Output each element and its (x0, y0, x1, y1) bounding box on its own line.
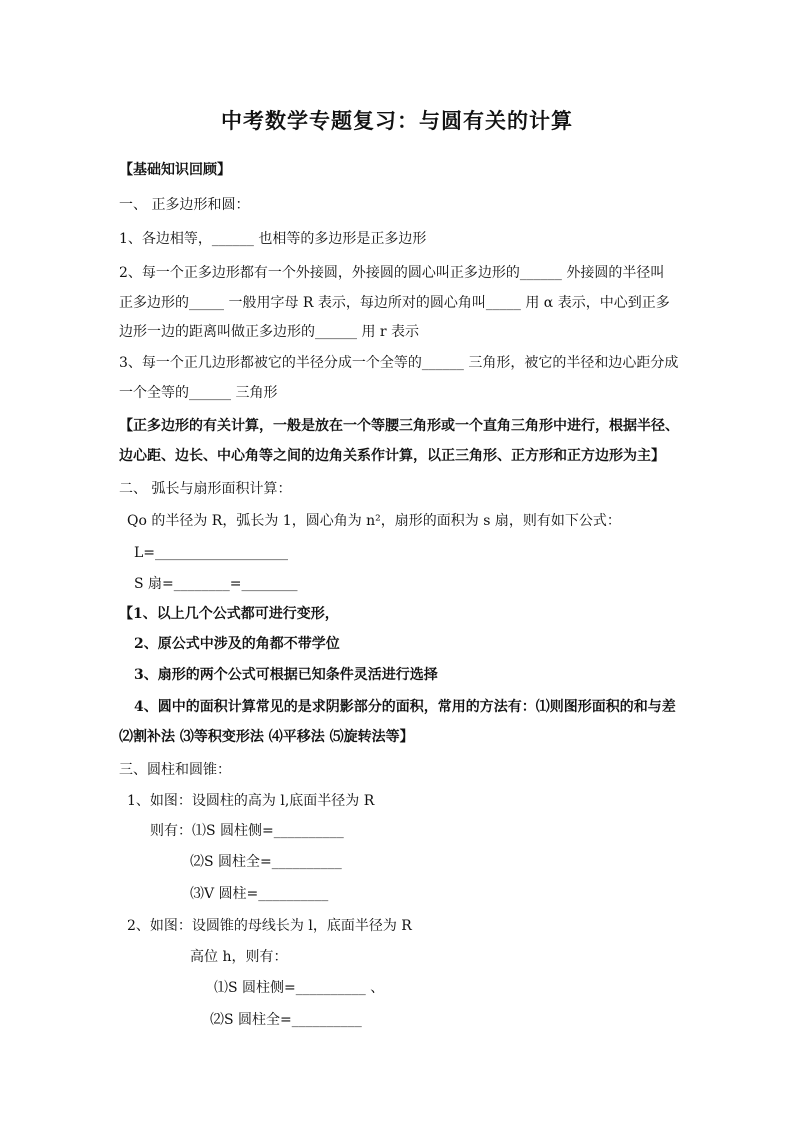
text-line: 3、每一个正几边形都被它的半径分成一个全等的______ 三角形，被它的半径和边心距分成 (119, 355, 679, 371)
formula-line: ⑴S 圆柱侧=__________ 、 (214, 980, 385, 996)
text-line: 边形一边的距离叫做正多边形的______ 用 r 表示 (119, 324, 420, 340)
text-line: 1、各边相等，______ 也相等的多边形是正多边形 (119, 231, 427, 247)
heading-cylinder-cone: 三、圆柱和圆锥： (119, 762, 231, 778)
formula-line: S 扇=________=________ (134, 576, 298, 592)
formula-line: ⑵S 圆柱全=__________ (190, 854, 342, 870)
text-line: Qo 的半径为 R，弧长为 1，圆心角为 n²，扇形的面积为 s 扇，则有如下公式： (127, 513, 621, 529)
text-line: 一个全等的______ 三角形 (119, 385, 278, 401)
note-line: 4、圆中的面积计算常见的是求阴影部分的面积，常用的方法有：⑴则图形面积的和与差 (134, 699, 676, 715)
text-line: 1、如图：设圆柱的高为 l,底面半径为 R (127, 793, 375, 809)
formula-line: L=___________________ (134, 545, 289, 561)
note-line: 2、原公式中涉及的角都不带学位 (134, 636, 340, 652)
heading-arc-sector: 二、 弧长与扇形面积计算： (119, 481, 292, 497)
note-line: 边心距、边长、中心角等之间的边角关系作计算，以正三角形、正方形和正方边形为主】 (119, 448, 665, 464)
text-line: 正多边形的_____ 一般用字母 R 表示，每边所对的圆心角叫_____ 用 α 表示，中心到正多 (119, 295, 670, 311)
formula-line: ⑵S 圆柱全=__________ (210, 1012, 362, 1028)
formula-line: 则有：⑴S 圆柱侧=__________ (150, 823, 344, 839)
text-line: 高位 h，则有： (190, 949, 288, 965)
note-line: 【1、以上几个公式都可进行变形， (119, 606, 339, 622)
note-line: 3、扇形的两个公式可根据已知条件灵活进行选择 (134, 667, 438, 683)
page-title: 中考数学专题复习：与圆有关的计算 (221, 108, 573, 133)
note-line: ⑵割补法 ⑶等积变形法 ⑷平移法 ⑸旋转法等】 (119, 729, 414, 745)
note-line: 【正多边形的有关计算，一般是放在一个等腰三角形或一个直角三角形中进行，根据半径、 (119, 418, 679, 434)
formula-line: ⑶V 圆柱=__________ (190, 886, 329, 902)
section-heading-basics: 【基础知识回顾】 (119, 162, 231, 178)
text-line: 2、如图：设圆锥的母线长为 l，底面半径为 R (127, 918, 412, 934)
heading-regular-polygon: 一、 正多边形和圆： (119, 197, 250, 213)
text-line: 2、每一个正多边形都有一个外接圆，外接圆的圆心叫正多边形的______ 外接圆的半径叫 (119, 265, 665, 281)
